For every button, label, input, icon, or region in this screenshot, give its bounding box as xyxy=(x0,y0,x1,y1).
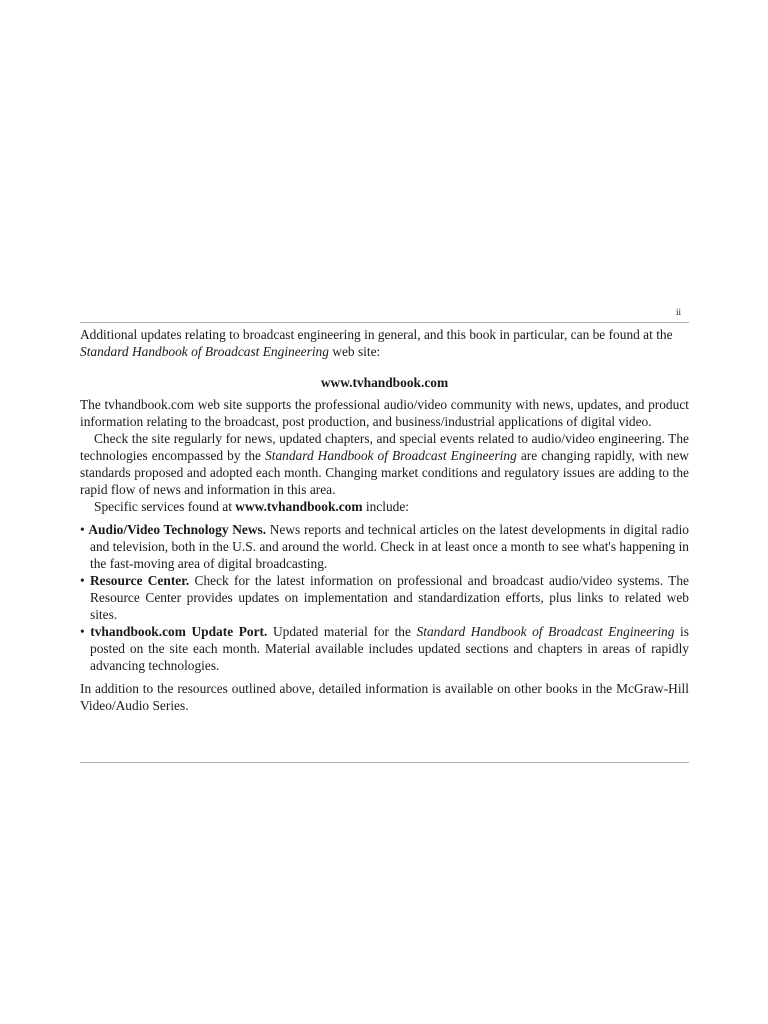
check-text-end: are changing rapidly, with new standards proposed and adopted each month. Changing market conditions and regulatory issues are adding to the rapid flow of news and information in this area. xyxy=(80,448,689,497)
list-item-update-port xyxy=(80,623,689,674)
bullet-marker: • xyxy=(80,624,91,639)
list-item-text: News reports and technical articles on the latest developments in digital radio and television, both in the U.S. and around the world. Check in at least once a month to see what's happening in the fast-moving area of digital broadcasting. xyxy=(90,522,689,571)
check-paragraph xyxy=(80,430,689,498)
list-item-title: Resource Center. xyxy=(89,573,190,588)
bullet-marker: • xyxy=(80,522,89,537)
intro-text-end: web site: xyxy=(328,344,381,359)
list-item-news xyxy=(80,521,689,572)
page-number: ii xyxy=(676,307,682,317)
services-text-end: include: xyxy=(362,499,410,514)
bullet-marker: • xyxy=(80,573,90,588)
book-title: Standard Handbook of Broadcast Engineering xyxy=(416,624,675,639)
list-item-text-end: is posted on the site each month. Material available includes updated sections and chapters in areas of rapidly advancing technologies. xyxy=(90,624,689,673)
services-text-start: Specific services found at xyxy=(94,499,236,514)
book-title: Standard Handbook of Broadcast Engineering xyxy=(80,344,329,359)
check-text-start: Check the site regularly for news, updated chapters, and special events related to audio/video engineering. The technologies encompassed by the xyxy=(80,431,689,463)
intro-paragraph xyxy=(80,326,689,360)
support-paragraph: The tvhandbook.com web site supports the professional audio/video community with news, updates, and product information relating to the broadcast, post production, and business/industrial applications of digital video. xyxy=(80,397,689,429)
list-item-text: Updated material for the xyxy=(267,624,417,639)
services-paragraph xyxy=(80,498,689,515)
site-url: www.tvhandbook.com xyxy=(320,375,449,390)
list-item-title: Audio/Video Technology News. xyxy=(88,522,267,537)
services-url: www.tvhandbook.com xyxy=(235,499,363,514)
book-title: Standard Handbook of Broadcast Engineering xyxy=(265,448,517,463)
list-item-text: Check for the latest information on professional and broadcast audio/video systems. The Resource Center provides updates on implementation and standardization efforts, plus links to related web sites. xyxy=(90,573,689,622)
list-item-resource-center xyxy=(80,572,689,623)
bottom-divider xyxy=(80,762,689,763)
services-list xyxy=(80,521,689,674)
closing-paragraph: In addition to the resources outlined above, detailed information is available on other books in the McGraw-Hill Video/Audio Series. xyxy=(80,681,689,713)
intro-text-start: Additional updates relating to broadcast engineering in general, and this book in particular, can be found at the xyxy=(80,327,673,342)
top-divider xyxy=(80,322,689,323)
page-content xyxy=(80,326,689,714)
list-item-title: tvhandbook.com Update Port. xyxy=(90,624,268,639)
